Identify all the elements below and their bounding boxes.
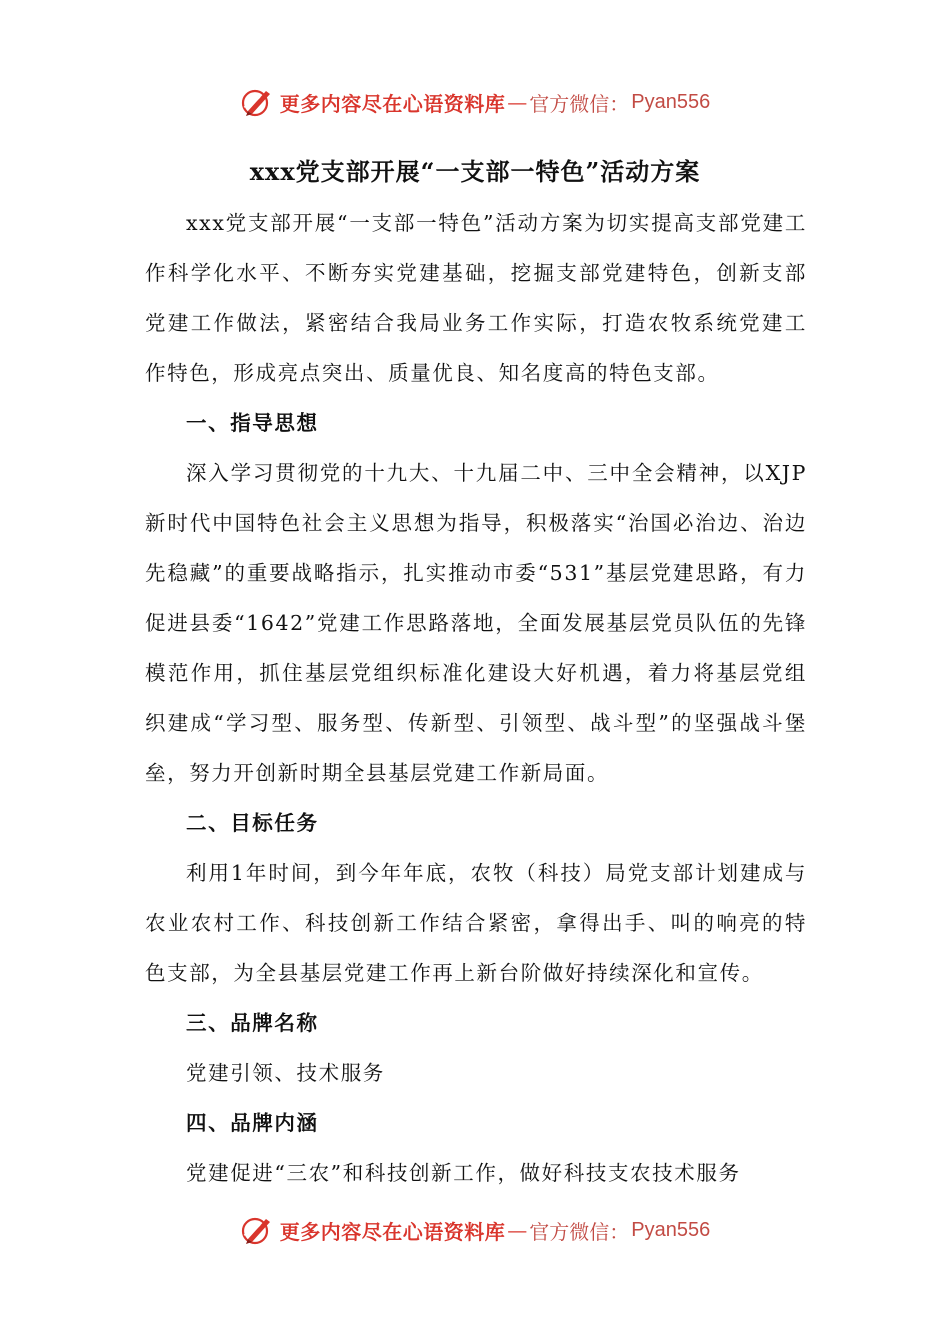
watermark-text: 更多内容尽在心语资料库 — [279, 1219, 506, 1244]
footer-watermark-banner — [0, 1210, 950, 1250]
section-paragraph: 利用1年时间，到今年年底，农牧（科技）局党支部计划建成与农业农村工作、科技创新工作结合紧密，拿得出手、叫的响亮的特色支部，为全县基层党建工作再上新台阶做好持续深化和宣传。 — [145, 861, 807, 985]
section-paragraph: 深入学习贯彻党的十九大、十九届二中、三中全会精神，以XJP新时代中国特色社会主义思想为指导，积极落实“治国必治边、治边先稳藏”的重要战略指示，扎实推动市委“531”基层党建思路，有力促进县委“1642”党建工作思路落地，全面发展基层党员队伍的先锋模范作用，抓住基层党组织标准化建设大好机遇，着力将基层党组织建成“学习型、服务型、传新型、引领型、战斗型”的坚强战斗堡垒，努力开创新时期全县基层党建工作新局面。 — [145, 461, 807, 785]
watermark-official-label: 官方微信： — [529, 1219, 630, 1244]
watermark-text: 更多内容尽在心语资料库 — [279, 91, 506, 116]
section-paragraph: 党建引领、技术服务 — [186, 1061, 385, 1085]
header-watermark-banner — [0, 82, 950, 122]
section-heading: 二、目标任务 — [186, 811, 319, 835]
watermark-dash: — — [507, 1218, 528, 1242]
document-title: xxx党支部开展“一支部一特色”活动方案 — [249, 157, 701, 186]
section-heading: 一、指导思想 — [186, 411, 319, 435]
watermark-wechat-id: Pyan556 — [631, 90, 711, 113]
section-heading: 三、品牌名称 — [186, 1011, 319, 1035]
section-heading: 四、品牌内涵 — [186, 1111, 319, 1135]
section-paragraph: 党建促进“三农”和科技创新工作，做好科技支农技术服务 — [186, 1161, 741, 1185]
document-body — [145, 198, 807, 1198]
pen-logo-icon — [240, 85, 274, 119]
intro-paragraph: xxx党支部开展“一支部一特色”活动方案为切实提高支部党建工作科学化水平、不断夯实党建基础，挖掘支部党建特色，创新支部党建工作做法，紧密结合我局业务工作实际，打造农牧系统党建工作特色，形成亮点突出、质量优良、知名度高的特色支部。 — [145, 211, 807, 385]
watermark-wechat-id: Pyan556 — [631, 1218, 711, 1241]
watermark-official-label: 官方微信： — [529, 91, 630, 116]
pen-logo-icon — [240, 1213, 274, 1247]
watermark-dash: — — [507, 90, 528, 114]
